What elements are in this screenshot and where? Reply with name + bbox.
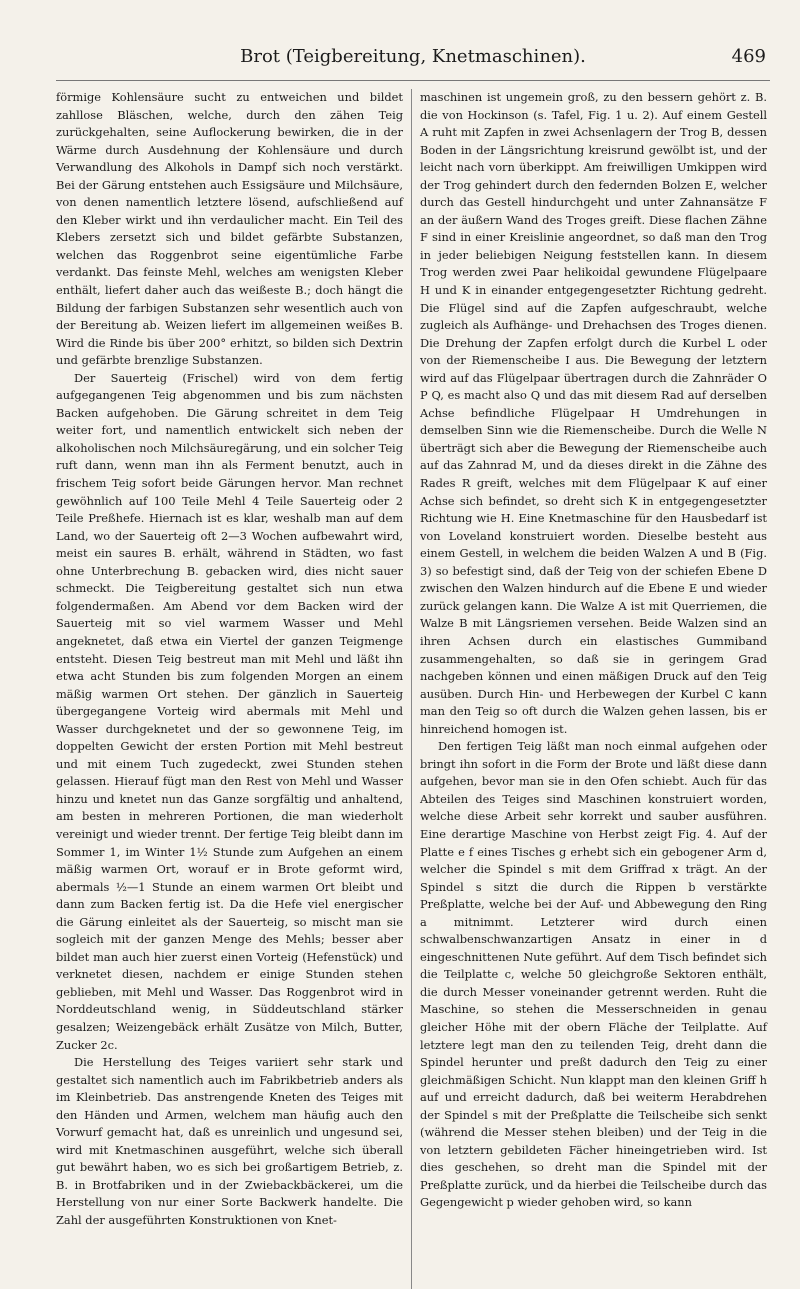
paragraph: Den fertigen Teig läßt man noch einmal aufgehen oder bringt ihn sofort in die Form der Brote und läßt diese dann aufgehen, bevor man sie in den Ofen schiebt. Auch für das Abteilen des Teiges sind Maschinen konstruiert worden, welche diese Arbeit sehr korrekt und sauber ausführen. Eine derartige Maschine von Herbst zeigt Fig. 4. Auf der Platte e f eines Tisches g erhebt sich ein gebogener Arm d, welcher die Spindel s mit dem Griffrad x trägt. An der Spindel s sitzt die durch die Rippen b verstärkte Preßplatte, welche bei der Auf- und Abbewegung den Ring a mitnimmt. Letzterer wird durch einen schwalbenschwanzartigen Ansatz in einer in d eingeschnittenen Nute geführt. Auf dem Tisch befindet sich die Teilplatte c, welche 50 gleichgroße Sektoren enthält, die durch Messer voneinander getrennt werden. Ruht die Maschine, so stehen die Messerschneiden in genau gleicher Höhe mit der obern Fläche der Teilplatte. Auf letztere legt man den zu teilenden Teig, dreht dann die Spindel herunter und preßt dadurch den Teig zu einer gleichmäßigen Schicht. Nun klappt man den kleinen Griff h auf und erreicht dadurch, daß bei weiterm Herabdrehen der Spindel s mit der Preßplatte die Teilscheibe sich senkt (während die Messer stehen bleiben) und der Teig in die von letztern gebildeten Fächer hineingetrieben wird. Ist dies geschehen, so dreht man die Spindel mit der Preßplatte zurück, und da hierbei die Teilscheibe durch das Gegengewicht p wieder gehoben wird, so kann: [420, 739, 767, 1210]
paragraph: Die Herstellung des Teiges variiert sehr stark und gestaltet sich namentlich auch im Fabrikbetrieb anders als im Kleinbetrieb. Das anstrengende Kneten des Teiges mit den Händen und Armen, welchem man häufig auch den Vorwurf gemacht hat, daß es unreinlich und ungesund sei, wird mit Knetmaschinen ausgeführt, welche sich überall gut bewährt haben, wo es sich bei großartigem Betrieb, z. B. in Brotfabriken und in der Zwiebackbäckerei, um die Herstellung von nur einer Sorte Backwerk handelte. Die Zahl der ausgeführten Konstruktionen von Knet-: [56, 1055, 403, 1227]
page-header: [56, 40, 770, 81]
running-title: Brot (Teigbereitung, Knetmaschinen).: [240, 46, 586, 67]
paragraph: förmige Kohlensäure sucht zu entweichen und bildet zahllose Bläschen, welche, durch den zähen Teig zurückgehalten, seine Auflockerung bewirken, die in der Wärme durch Ausdehnung der Kohlensäure und durch Verwandlung des Alkohols in Dampf sich noch verstärkt. Bei der Gärung entstehen auch Essigsäure und Milchsäure, von denen namentlich letztere lösend, aufschließend auf den Kleber wirkt und ihn verdaulicher macht. Ein Teil des Klebers zersetzt sich und bildet gefärbte Substanzen, welchen das Roggenbrot seine eigentümliche Farbe verdankt. Das feinste Mehl, welches am wenigsten Kleber enthält, liefert daher auch das weißeste B.; doch hängt die Bildung der farbigen Substanzen sehr wesentlich auch von der Bereitung ab. Weizen liefert im allgemeinen weißes B. Wird die Rinde bis über 200° erhitzt, so bilden sich Dextrin und gefärbte brenzlige Substanzen.: [56, 90, 403, 368]
paragraph: Der Sauerteig (Frischel) wird von dem fertig aufgegangenen Teig abgenommen und bis zum nächsten Backen aufgehoben. Die Gärung schreitet in dem Teig weiter fort, und namentlich entwickelt sich neben der alkoholischen noch Milchsäuregärung, und ein solcher Teig ruft dann, wenn man ihn als Ferment benutzt, auch in frischem Teig sofort beide Gärungen hervor. Man rechnet gewöhnlich auf 100 Teile Mehl 4 Teile Sauerteig oder 2 Teile Preßhefe. Hiernach ist es klar, weshalb man auf dem Land, wo der Sauerteig oft 2—3 Wochen aufbewahrt wird, meist ein saures B. erhält, während in Städten, wo fast ohne Unterbrechung B. gebacken wird, dies nicht sauer schmeckt. Die Teigbereitung gestaltet sich nun etwa folgendermaßen. Am Abend vor dem Backen wird der Sauerteig mit so viel warmem Wasser und Mehl angeknetet, daß etwa ein Viertel der ganzen Teigmenge entsteht. Diesen Teig bestreut man mit Mehl und läßt ihn etwa acht Stunden bis zum folgenden Morgen an einem mäßig warmen Ort stehen. Der gänzlich in Sauerteig übergegangene Vorteig wird abermals mit Mehl und Wasser durchgeknetet und der so gewonnene Teig, im doppelten Gewicht der ersten Portion mit Mehl bestreut und mit einem Tuch zugedeckt, zwei Stunden stehen gelassen. Hierauf fügt man den Rest von Mehl und Wasser hinzu und knetet nun das Ganze sorgfältig und anhaltend, am besten in mehreren Portionen, die man wiederholt vereinigt und wieder trennt. Der fertige Teig bleibt dann im Sommer 1, im Winter 1½ Stunde zum Aufgehen an einem mäßig warmen Ort, worauf er in Brote geformt wird, abermals ½—1 Stunde an einem warmen Ort bleibt und dann zum Backen fertig ist. Da die Hefe viel energischer die Gärung einleitet als der Sauerteig, so mischt man sie sogleich mit der ganzen Menge des Mehls; besser aber bildet man auch hier zuerst einen Vorteig (Hefenstück) und verknetet diesen, nachdem er einige Stunden stehen geblieben, mit Mehl und Wasser. Das Roggenbrot wird in Norddeutschland wenig, in Süddeutschland stärker gesalzen; Weizengebäck erhält Zusätze von Milch, Butter, Zucker 2c.: [56, 370, 403, 1052]
paragraph: maschinen ist ungemein groß, zu den bessern gehört z. B. die von Hockinson (s. Tafel, Fig. 1 u. 2). Auf einem Gestell A ruht mit Zapfen in zwei Achsenlagern der Trog B, dessen Boden in der Längsrichtung kreisrund gewölbt ist, und der leicht nach vorn überkippt. Am freiwilligen Umkippen wird der Trog gehindert durch den federnden Bolzen E, welcher durch das Gestell hindurchgeht und unter Zahnansätze F an der äußern Wand des Troges greift. Diese flachen Zähne F sind in einer Kreislinie angeordnet, so daß man den Trog in jeder beliebigen Neigung feststellen kann. In diesem Trog werden zwei Paar helikoidal gewundene Flügelpaare H und K in einander entgegengesetzter Richtung gedreht. Die Flügel sind auf die Zapfen aufgeschraubt, welche zugleich als Aufhänge- und Drehachsen des Troges dienen. Die Drehung der Zapfen erfolgt durch die Kurbel L oder von der Riemenscheibe I aus. Die Bewegung der letztern wird auf das Flügelpaar übertragen durch die Zahnräder O P Q, es macht also Q und das mit diesem Rad auf derselben Achse befindliche Flügelpaar H Umdrehungen in demselben Sinn wie die Riemenscheibe. Durch die Welle N überträgt sich aber die Bewegung der Riemenscheibe auch auf das Zahnrad M, und da dieses direkt in die Zähne des Rades R greift, welches mit dem Flügelpaar K auf einer Achse sich befindet, so dreht sich K in entgegengesetzter Richtung wie H. Eine Knetmaschine für den Hausbedarf ist von Loveland konstruiert worden. Dieselbe besteht aus einem Gestell, in welchem die beiden Walzen A und B (Fig. 3) so befestigt sind, daß der Teig von der schiefen Ebene D zwischen den Walzen hindurch auf die Ebene E und wieder zurück gelangen kann. Die Walze A ist mit Querriemen, die Walze B mit Längsriemen versehen. Beide Walzen sind an ihren Achsen durch ein elastisches Gummiband zusammengehalten, so daß sie in geringem Grad nachgeben können und einen mäßigen Druck auf den Teig ausüben. Durch Hin- und Herbewegen der Kurbel C kann man den Teig so oft durch die Walzen gehen lassen, bis er hinreichend homogen ist.: [420, 90, 767, 736]
right-column: [412, 89, 767, 1289]
text-columns: [56, 89, 770, 1289]
page-number: 469: [731, 46, 766, 67]
left-column: [56, 89, 411, 1289]
